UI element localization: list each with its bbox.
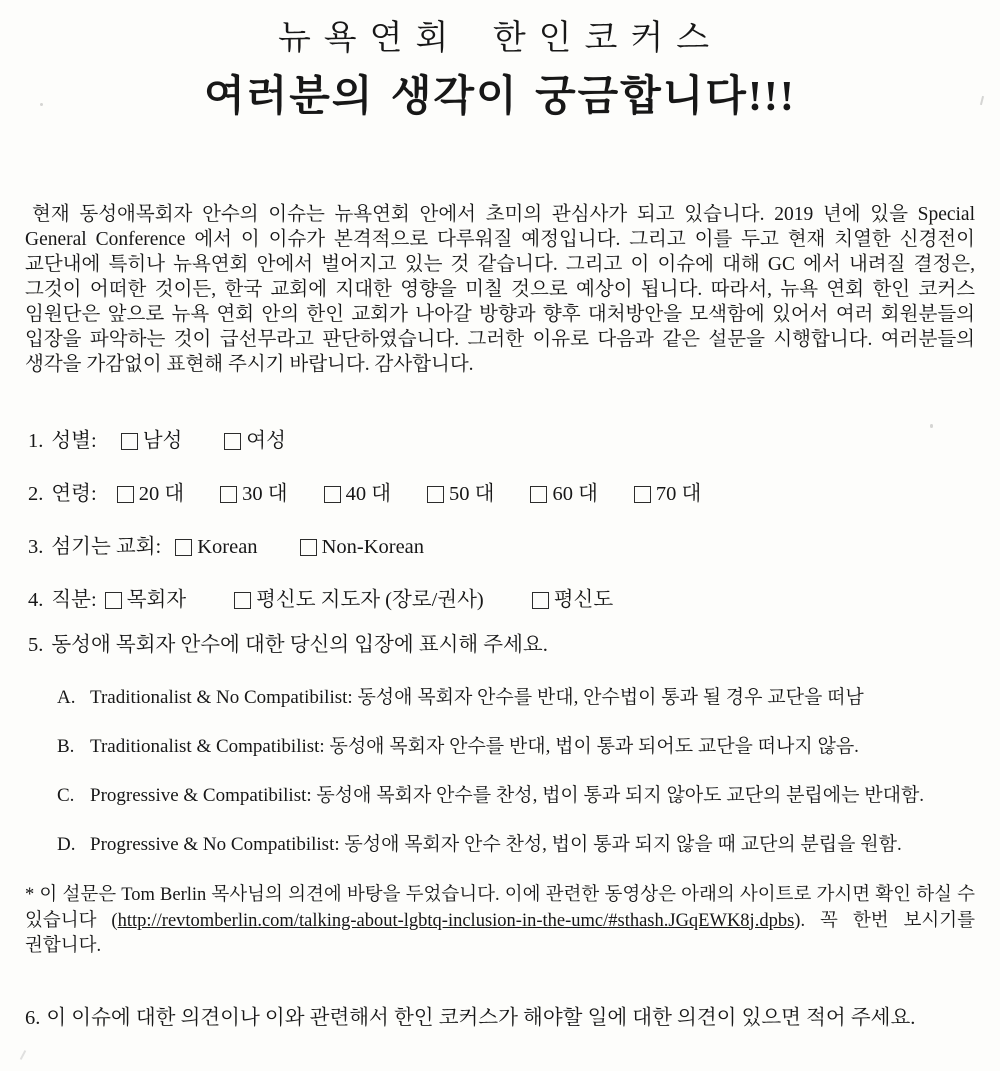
choice-a [57,687,970,709]
document-title-line1: 뉴욕연회 한인코커스 [277,20,723,57]
checkbox-icon[interactable] [324,486,341,503]
option-pastor [105,588,186,612]
choice-korean-text: 동성애 목회자 안수를 반대, 법이 통과 되어도 교단을 떠나지 않음. [329,736,859,757]
option-label: 평신도 [553,589,614,611]
checkbox-icon[interactable] [234,592,251,609]
question-4-role [28,588,1000,612]
choice-b [57,736,970,758]
choice-english-label: Progressive & No Compatibilist: [90,834,340,855]
scan-artifact [930,424,933,428]
option-label: 70 대 [655,483,702,505]
video-link[interactable]: http://revtomberlin.com/talking-about-lgbtq-inclusion-in-the-umc/#sthash.JGqEWK8j.dpbs [117,910,795,931]
checkbox-icon[interactable] [220,486,237,503]
question-1-gender [28,429,1000,453]
question-number: 6. [25,1006,41,1029]
option-label: 20 대 [138,483,185,505]
checkbox-icon[interactable] [105,592,122,609]
question-3-options [175,535,424,559]
question-label: 동성애 목회자 안수에 대한 당신의 입장에 표시해 주세요. [51,634,548,656]
option-korean [175,535,257,559]
choice-letter: D. [57,834,76,855]
question-label: 이 이슈에 대한 의견이나 이와 관련해서 한인 코커스가 해야할 일에 대한 의견이 있으면 적어 주세요. [46,1006,916,1029]
checkbox-icon[interactable] [634,486,651,503]
question-label: 직분: [51,589,97,611]
checkbox-icon[interactable] [532,592,549,609]
checkbox-icon[interactable] [117,486,134,503]
question-number: 1. [28,430,44,452]
option-label: 60 대 [552,483,598,505]
footnote-text-before-link: * 이 설문은 Tom Berlin 목사님의 의견에 바탕을 두었습니다. 이에 관련한 동영상은 아래의 사이트로 가시면 확인 하실 수 있습니다 ( [25,885,975,931]
checkbox-icon[interactable] [530,486,547,503]
footnote [25,883,975,960]
choice-letter: C. [57,785,75,806]
choice-english-label: Traditionalist & Compatibilist: [90,736,325,757]
question-2-options [117,482,702,506]
option-label: 목회자 [126,589,187,611]
option-non-korean [300,535,424,559]
question-1-options [121,429,286,453]
intro-paragraph: 현재 동성애목회자 안수의 이슈는 뉴욕연회 안에서 초미의 관심사가 되고 있습니다. 2019 년에 있을 Special General Conference 에서 이 이슈가 본격적으로 다루워질 예정입니다. 그리고 이를 두고 현재 치열한 신경전이 교단내에 특히나 뉴욕연회 안에서 벌어지고 있는 것 같습니다. 그리고 이 이슈에 대해 GC 에서 내려질 결정은, 그것이 어떠한 것이든, 한국 교회에 지대한 영향을 미칠 것으로 예상이 됩니다. 따라서, 뉴욕 연회 한인 코커스 임원단은 앞으로 뉴욕 연회 안의 한인 교회가 나아갈 방향과 향후 대처방안을 모색함에 있어서 여러 회원분들의 입장을 파악하는 것이 급선무라고 판단하였습니다. 그러한 이유로 다음과 같은 설문을 시행합니다. 여러분들의 생각을 가감없이 표현해 주시기 바랍니다. 감사합니다. [25,204,975,375]
option-70s [634,482,701,506]
option-label: 40 대 [345,483,391,505]
option-lay-leader [234,588,484,612]
question-6-opinion [25,1004,970,1032]
document-title-line2: 여러분의 생각이 궁금합니다!!! [204,74,796,120]
option-50s [427,482,494,506]
choice-english-label: Progressive & Compatibilist: [90,785,312,806]
footnote-text-after-link: ). 꼭 한번 보시기를 권합니다. [25,910,975,956]
option-label: 50 대 [449,483,495,505]
question-number: 5. [28,634,44,656]
choice-korean-text: 동성애 목회자 안수 찬성, 법이 통과 되지 않을 때 교단의 분립을 원함. [344,834,902,855]
scan-artifact [20,1050,26,1060]
checkbox-icon[interactable] [175,539,192,556]
option-layperson [532,588,613,612]
option-label: Korean [197,536,258,558]
choice-letter: A. [57,687,76,708]
question-label: 성별: [51,430,97,452]
checkbox-icon[interactable] [121,433,138,450]
question-number: 3. [28,536,44,558]
option-label: 30 대 [242,483,288,505]
option-label: 평신도 지도자 (장로/권사) [256,589,484,611]
option-label: 남성 [142,430,183,452]
option-male [121,429,183,453]
question-3-church [28,535,1000,559]
question-label: 섬기는 교회: [51,536,162,558]
choice-english-label: Traditionalist & No Compatibilist: [90,687,353,708]
scan-artifact [40,103,43,106]
choice-c [57,785,970,807]
option-label: Non-Korean [321,536,425,558]
checkbox-icon[interactable] [224,433,241,450]
option-60s [530,482,597,506]
option-female [224,429,286,453]
question-number: 2. [28,483,44,505]
checkbox-icon[interactable] [300,539,317,556]
question-label: 연령: [51,483,97,505]
question-2-age [28,482,1000,506]
option-20s [117,482,184,506]
question-5-choices [0,687,1000,856]
question-5-stance [28,633,1000,657]
option-30s [220,482,287,506]
question-4-options [105,588,613,612]
checkbox-icon[interactable] [427,486,444,503]
option-40s [324,482,391,506]
question-number: 4. [28,589,44,611]
choice-korean-text: 동성애 목회자 안수를 반대, 안수법이 통과 될 경우 교단을 떠남 [357,687,864,708]
option-label: 여성 [246,430,286,452]
choice-d [57,834,970,856]
choice-korean-text: 동성애 목회자 안수를 찬성, 법이 통과 되지 않아도 교단의 분립에는 반대함. [316,785,925,806]
choice-letter: B. [57,736,75,757]
